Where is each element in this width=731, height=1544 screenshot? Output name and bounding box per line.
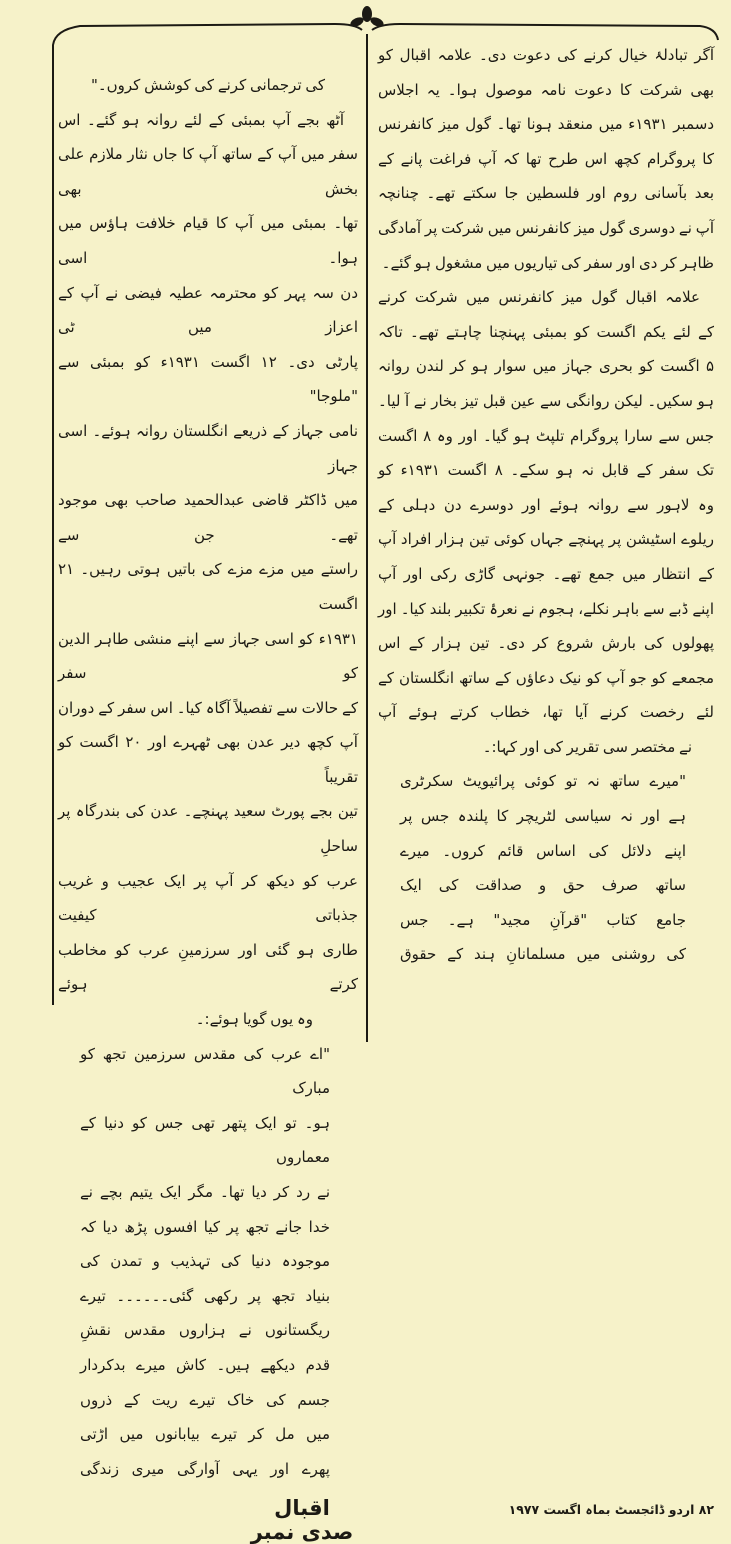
text-line: عرب کو دیکھ کر آپ پر ایک عجیب و غریب جذباتی کیفیت	[58, 871, 358, 925]
text-line: دسمبر ۱۹۳۱ء میں منعقد ہونا تھا۔ گول میز کانفرنس	[378, 115, 714, 134]
text-line: کی ترجمانی کرنے کی کوشش کروں۔"	[90, 76, 326, 94]
text-line: علامہ اقبال گول میز کانفرنس میں شرکت کرنے	[378, 288, 700, 307]
text-line: جامع کتاب "قرآنِ مجید" ہے۔ جس	[400, 910, 686, 929]
text-line: "میرے ساتھ نہ تو کوئی پرائیویٹ سکرٹری	[400, 772, 686, 791]
text-line: آپ کچھ دیر عدن بھی ٹھہرے اور ۲۰ اگست کو تقریباً	[58, 733, 358, 786]
text-line: لئے رخصت کرنے آیا تھا، خطاب کرتے ہوئے آپ	[378, 703, 714, 722]
text-line: تک سفر کے قابل نہ ہو سکے۔ ۸ اگست ۱۹۳۱ء کو	[378, 461, 715, 480]
text-line: سفر میں آپ کے ساتھ آپ کا جاں نثار ملازم علی بخش بھی	[58, 145, 358, 198]
text-line: جسم کی خاک تیرے ریت کے ذروں	[80, 1390, 330, 1409]
text-line: کے حالات سے تفصیلاً آگاہ کیا۔ اس سفر کے دوران	[58, 698, 358, 717]
text-line: ریلوے اسٹیشن پر پہنچے جہاں کوئی تین ہزار افراد آپ	[378, 530, 714, 549]
text-line: پھولوں کی بارش شروع کر دی۔ تین ہزار کے اس	[378, 634, 714, 653]
page-content	[58, 38, 714, 1544]
text-line: نے رد کر دیا تھا۔ مگر ایک یتیم بچے نے	[80, 1183, 330, 1201]
text-line: ریگستانوں نے ہزاروں مقدس نقشِ	[80, 1321, 330, 1340]
text-line: ہو سکیں۔ لیکن روانگی سے عین قبل تیز بخار نے آ لیا۔	[378, 391, 714, 410]
text-line: مجمعے کو جو آپ کو نیک دعاؤں کے ساتھ انگلستان کے	[378, 668, 714, 687]
text-line: بعد بآسانی روم اور فلسطین جا سکتے تھے۔ چنانچہ	[378, 184, 714, 203]
footer-right	[378, 1486, 714, 1544]
text-line: طاری ہو گئی اور سرزمینِ عرب کو مخاطب کرتے ہوئے	[58, 940, 358, 994]
text-line: اپنے دلائل کی اساس قائم کروں۔ میرے	[400, 841, 686, 860]
text-line: وہ لاہور سے روانہ ہوئے اور دوسرے دن دہلی کے	[378, 495, 714, 514]
page-number-and-issue: ۸۲ اردو ڈائجسٹ بماہ اگست ۱۹۷۷	[508, 1502, 714, 1518]
text-line: راستے میں مزے مزے کی باتیں ہوتی رہیں۔ ۲۱ اگست	[58, 560, 358, 613]
flourish-icon	[349, 6, 385, 29]
text-line: ہے اور نہ سیاسی لٹریچر کا پلندہ جس پر	[400, 807, 686, 826]
text-line: ظاہر کر دی اور سفر کی تیاریوں میں مشغول ہو گئے۔	[381, 253, 714, 272]
text-line: کے انتظار میں جمع تھے۔ جونہی گاڑی رکی اور آپ	[378, 564, 714, 583]
text-line: کی روشنی میں مسلمانانِ ہند کے حقوق	[400, 945, 686, 964]
text-line: "اے عرب کی مقدس سرزمین تجھ کو مبارک	[80, 1044, 330, 1098]
text-line: بنیاد تجھ پر رکھی گئی۔۔۔۔۔۔ تیرے	[80, 1286, 330, 1305]
text-line: آپ نے دوسری گول میز کانفرنس میں شرکت پر آمادگی	[378, 218, 714, 237]
left-text-column	[58, 38, 358, 1486]
text-line: آگر تبادلۂ خیال کرنے کی دعوت دی۔ علامہ اقبال کو	[378, 46, 714, 64]
text-line: کا پروگرام کچھ اس طرح تھا کہ آپ فراغت پانے کے	[378, 149, 714, 168]
text-line: جس سے سارا پروگرام تلپٹ ہو گیا۔ اور وہ ۸ اگست	[378, 426, 714, 445]
text-line: کے لئے یکم اگست کو بمبئی پہنچنا چاہتے تھے۔ تاکہ	[378, 322, 714, 341]
issue-title: اقبال صدی نمبر	[250, 1496, 354, 1544]
text-line: ساتھ صرف حق و صداقت کی ایک	[400, 876, 686, 895]
text-line: وہ یوں گویا ہوئے:۔	[195, 1010, 313, 1029]
text-line: نے مختصر سی تقریر کی اور کہا:۔	[482, 737, 692, 756]
text-line: میں مل کر تیرے بیابانوں میں اڑتی	[80, 1425, 330, 1444]
text-line: پھرے اور یہی آوارگی میری زندگی	[80, 1459, 330, 1478]
text-line: نامی جہاز کے ذریعے انگلستان روانہ ہوئے۔ اسی جہاز	[58, 421, 358, 475]
right-text-column	[378, 38, 714, 1486]
text-line: ۱۹۳۱ء کو اسی جہاز سے اپنے منشی طاہر الدین کو سفر	[58, 629, 358, 683]
text-line: ۵ اگست کو بحری جہاز میں سوار ہو کر لندن روانہ	[378, 357, 714, 376]
footer-left	[58, 1486, 358, 1544]
text-line: تین بجے پورٹ سعید پہنچے۔ عدن کی بندرگاہ پر ساحلِ	[58, 802, 358, 856]
text-line: بھی شرکت کا دعوت نامہ موصول ہوا۔ یہ اجلاس	[378, 80, 714, 99]
text-line: آٹھ بجے آپ بمبئی کے لئے روانہ ہو گئے۔ اس	[58, 110, 344, 129]
text-line: ہو۔ تو ایک پتھر تھی جس کو دنیا کے معماروں	[80, 1113, 330, 1167]
text-line: خدا جانے تجھ پر کیا افسوں پڑھ دیا کہ	[80, 1217, 330, 1236]
text-line: قدم دیکھے ہیں۔ کاش میرے بدکردار	[80, 1355, 330, 1374]
text-line: تھا۔ بمبئی میں آپ کا قیام خلافت ہاؤس میں ہوا۔ اسی	[58, 214, 358, 267]
text-line: اپنے ڈبے سے باہر نکلے، ہجوم نے نعرۂ تکبیر بلند کیا۔ اور	[378, 599, 714, 618]
text-line: دن سہ پہر کو محترمہ عطیہ فیضی نے آپ کے اعزاز میں ٹی	[58, 283, 358, 337]
text-line: موجودہ دنیا کی تہذیب و تمدن کی	[80, 1252, 330, 1271]
text-line: پارٹی دی۔ ۱۲ اگست ۱۹۳۱ء کو بمبئی سے "ملوجا"	[58, 352, 358, 406]
text-line: میں ڈاکٹر قاضی عبدالحمید صاحب بھی موجود تھے۔ جن سے	[58, 491, 358, 544]
